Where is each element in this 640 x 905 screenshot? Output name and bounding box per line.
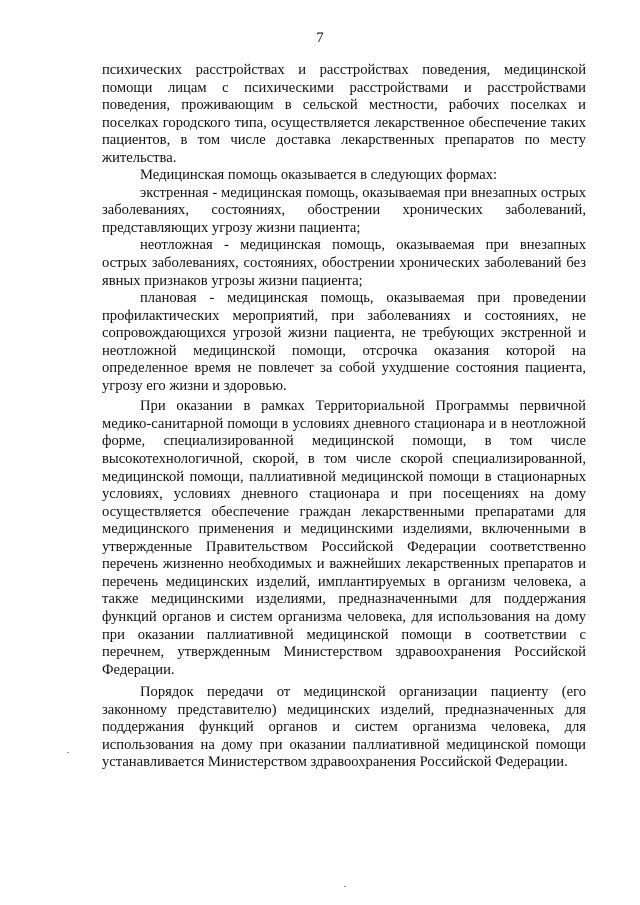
paragraph-device-transfer: Порядок передачи от медицинской организации пациенту (его законному представителю) медицинских изделий, предназначенных для поддержания функций органов и систем организма человека, для использования на дому при оказании паллиативной медицинской помощи устанавливается Министерством здравоохранения Российской Федерации. — [102, 684, 586, 771]
paragraph-drug-provision: При оказании в рамках Территориальной Программы первичной медико-санитарной помощи в условиях дневного стационара и в неотложной форме, специализированной медицинской помощи, в том числе высокотехнологичной, скорой, в том числе скорой специализированной, медицинской помощи, паллиативной медицинской помощи в стационарных условиях, условиях дневного стационара и при посещениях на дому осуществляется обеспечение граждан лекарственными препаратами для медицинского применения и медицинскими изделиями, включенными в утвержденные Правительством Российской Федерации соответственно перечень жизненно необходимых и важнейших лекарственных препаратов и перечень медицинских изделий, имплантируемых в организм человека, а также медицинскими изделиями, предназначенными для поддержания функций органов и систем организма человека, для использования на дому при оказании паллиативной медицинской помощи в соответствии с перечнем, утвержденным Министерством здравоохранения Российской Федерации. — [102, 398, 586, 678]
paragraph-forms-intro: Медицинская помощь оказывается в следующих формах: — [140, 167, 498, 184]
paragraph-urgent: неотложная - медицинская помощь, оказываемая при внезапных острых заболеваниях, состояниях, обострении хронических заболеваний без явных признаков угрозы жизни пациента; — [102, 237, 586, 289]
paragraph-planned: плановая - медицинская помощь, оказываемая при проведении профилактических мероприятий, при заболеваниях и состояниях, не сопровождающихся угрозой жизни пациента, не требующих экстренной и неотложной медицинской помощи, отсрочка оказания которой на определенное время не повлечет за собой ухудшение состояния пациента, угрозу его жизни и здоровью. — [102, 290, 586, 394]
scan-speck — [67, 752, 69, 753]
paragraph-emergency: экстренная - медицинская помощь, оказываемая при внезапных острых заболеваниях, состояниях, обострении хронических заболеваний, представляющих угрозу жизни пациента; — [102, 184, 586, 236]
paragraph-continuation: психических расстройствах и расстройствах поведения, медицинской помощи лицам с психическими расстройствами и расстройствами поведения, проживающим в сельской местности, рабочих поселках и поселках городского типа, осуществляется лекарственное обеспечение таких пациентов, в том числе доставка лекарственных препаратов по месту жительства. — [102, 62, 586, 166]
scan-speck — [344, 886, 346, 887]
document-body — [102, 62, 586, 772]
page-number: 7 — [316, 30, 324, 46]
